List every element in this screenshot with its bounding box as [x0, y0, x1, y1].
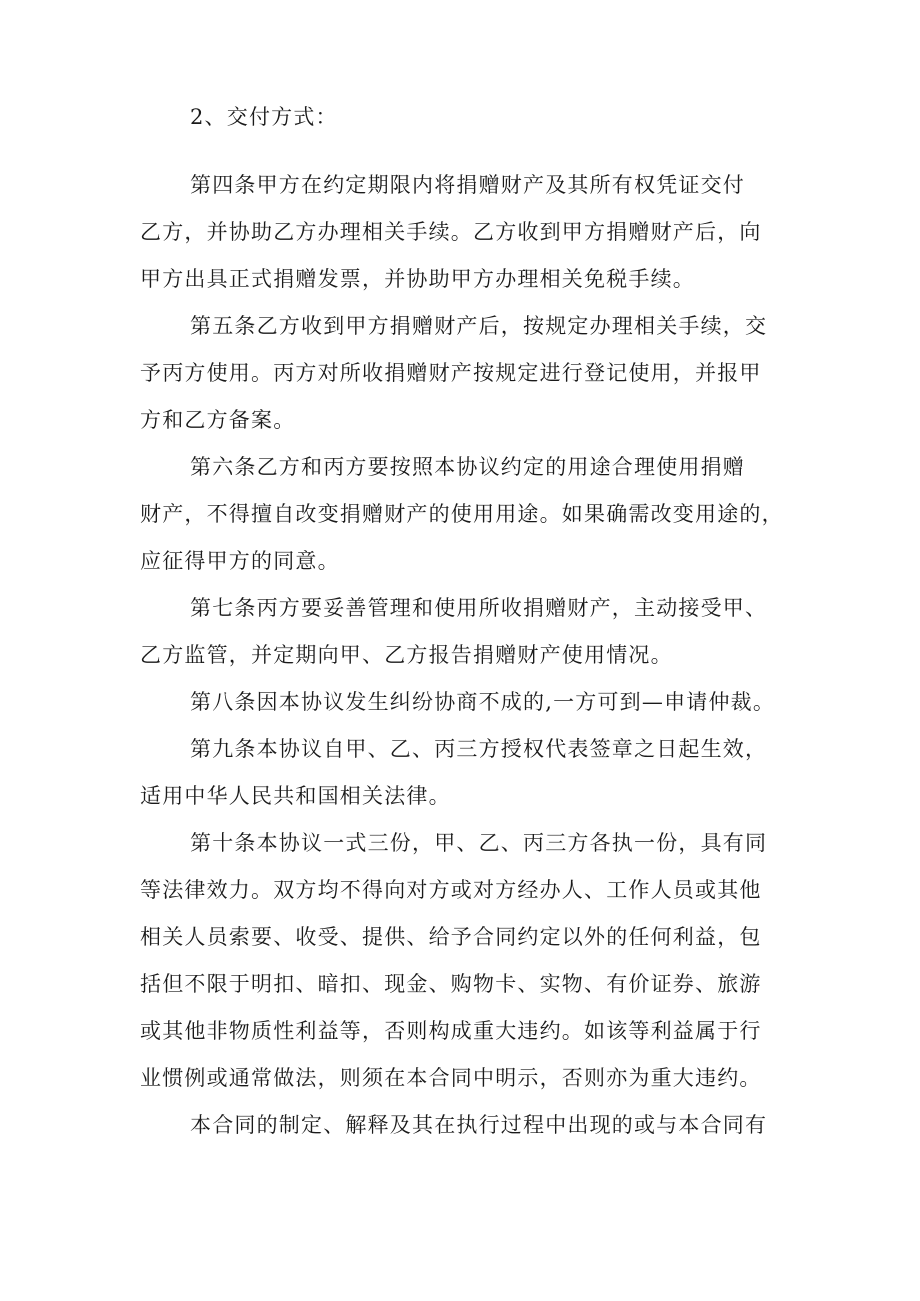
section-heading: 2、交付方式：: [190, 105, 338, 129]
paragraph-line: 第七条丙方要妥善管理和使用所收捐赠财产，主动接受甲、: [190, 596, 768, 620]
paragraph-line: 括但不限于明扣、暗扣、现金、购物卡、实物、有价证券、旅游: [140, 972, 762, 996]
paragraph-line: 等法律效力。双方均不得向对方或对方经办人、工作人员或其他: [140, 878, 762, 902]
paragraph-line: 或其他非物质性利益等，否则构成重大违约。如该等利益属于行: [140, 1019, 762, 1043]
paragraph-line: 本合同的制定、解释及其在执行过程中出现的或与本合同有: [190, 1113, 768, 1137]
paragraph-final-clause: [140, 1102, 780, 1149]
paragraph-line: 乙方，并协助乙方办理相关手续。乙方收到甲方捐赠财产后，向: [140, 220, 762, 244]
document-body: [140, 162, 784, 1149]
paragraph-line: 第八条因本协议发生纠纷协商不成的,一方可到—申请仲裁。: [190, 690, 776, 714]
paragraph-line: 相关人员索要、收受、提供、给予合同约定以外的任何利益，包: [140, 925, 762, 949]
paragraph-line: 予丙方使用。丙方对所收捐赠财产按规定进行登记使用，并报甲: [140, 361, 762, 385]
paragraph-line: 业惯例或通常做法，则须在本合同中明示，否则亦为重大违约。: [140, 1066, 762, 1090]
paragraph-line: 应征得甲方的同意。: [140, 549, 340, 573]
paragraph-line: 第九条本协议自甲、乙、丙三方授权代表签章之日起生效，: [190, 737, 768, 761]
paragraph-article-6: [140, 444, 784, 585]
paragraph-article-8: [140, 679, 780, 726]
paragraph-article-10: [140, 820, 780, 1102]
paragraph-line: 乙方监管，并定期向甲、乙方报告捐赠财产使用情况。: [140, 643, 673, 667]
paragraph-line: 适用中华人民共和国相关法律。: [140, 784, 451, 808]
paragraph-line: 第五条乙方收到甲方捐赠财产后，按规定办理相关手续，交: [190, 314, 768, 338]
paragraph-article-9: [140, 726, 780, 820]
paragraph-line: 第四条甲方在约定期限内将捐赠财产及其所有权凭证交付: [190, 173, 745, 197]
paragraph-line: 甲方出具正式捐赠发票，并协助甲方办理相关免税手续。: [140, 267, 695, 291]
paragraph-line: 财产，不得擅自改变捐赠财产的使用用途。如果确需改变用途的，: [140, 502, 784, 526]
paragraph-line: 第六条乙方和丙方要按照本协议约定的用途合理使用捐赠: [190, 455, 745, 479]
paragraph-article-4: [140, 162, 780, 303]
paragraph-line: 第十条本协议一式三份，甲、乙、丙三方各执一份，具有同: [190, 831, 768, 855]
paragraph-line: 方和乙方备案。: [140, 408, 296, 432]
paragraph-article-7: [140, 585, 780, 679]
paragraph-article-5: [140, 303, 780, 444]
